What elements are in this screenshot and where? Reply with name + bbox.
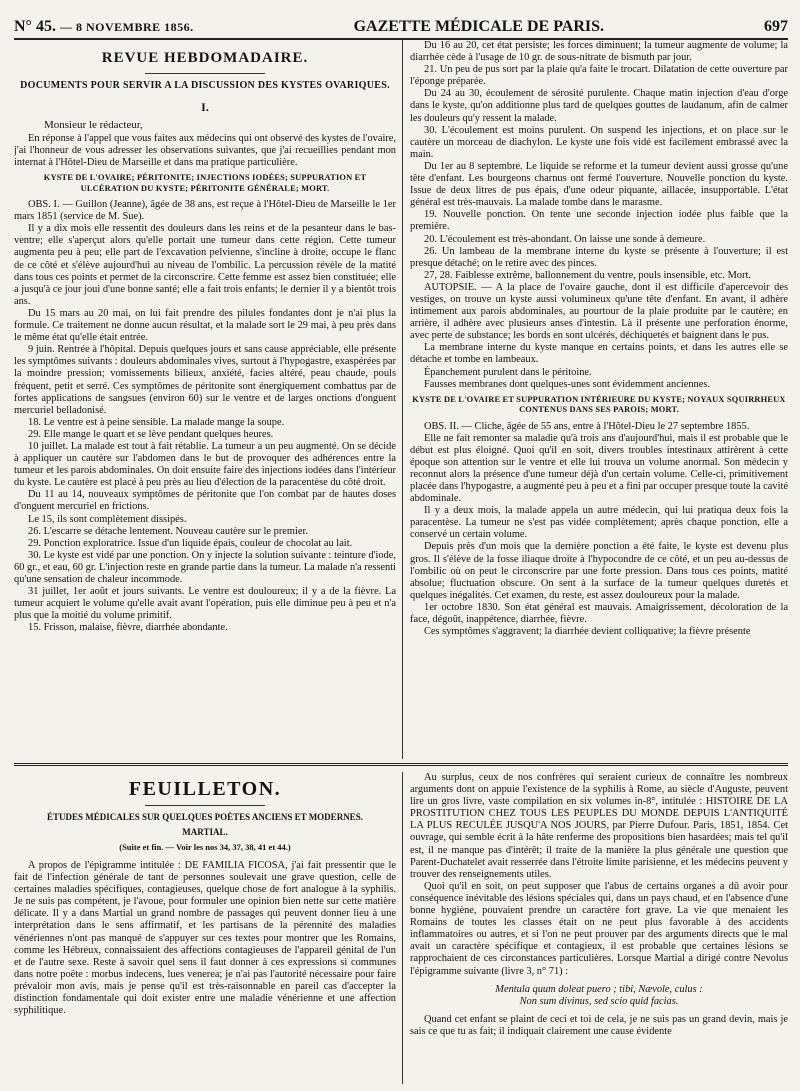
paragraph: 29. Ponction exploratrice. Issue d'un liquide épais, couleur de chocolat au lait. — [28, 537, 353, 549]
feuilleton-left-column — [14, 772, 396, 1084]
revue-section — [14, 40, 788, 759]
revue-title: REVUE HEBDOMADAIRE. — [101, 50, 309, 66]
feuilleton-section-name: MARTIAL. — [182, 827, 228, 837]
feuilleton-separator — [14, 763, 788, 766]
feuilleton-column-rule — [402, 772, 403, 1084]
case2-text — [410, 421, 788, 639]
paragraph: Du 24 au 30, écoulement de sérosité purulente. Chaque matin injection d'eau d'orge dans le kyste, qu'on additionne plus tard de quelques gouttes de laudanum, afin de calmer les douleurs qu'y ressent la malade. — [410, 88, 788, 124]
salutation: Monsieur le rédacteur, — [44, 119, 143, 131]
paragraph: Du 15 mars au 20 mai, on lui fait prendre des pilules fondantes dont je n'ai plus la formule. Ce traitement ne donne aucun résultat, et la malade sort le 29 mai, à peu près dans le même état qu'elle était entrée. — [14, 307, 396, 344]
masthead — [14, 12, 788, 40]
paragraph: 26. Un lambeau de la membrane interne du kyste se présente à l'ouverture; il est presque détaché; on le retire avec des pinces. — [410, 245, 788, 269]
feuilleton-continuation: (Suite et fin. — Voir les nos 34, 37, 38, 41 et 44.) — [119, 842, 291, 852]
roman-numeral: I. — [201, 100, 209, 114]
paragraph: 27, 28. Faiblesse extrême, ballonnement du ventre, pouls insensible, etc. Mort. — [424, 269, 751, 281]
revue-right-text — [410, 40, 788, 391]
epigram-verse — [410, 984, 788, 1008]
verse-line: Mentula quum doleat puero ; tibi, Nævole, culus : — [495, 983, 703, 995]
case1-title: KYSTE DE L'OVAIRE; PÉRITONITE; INJECTIONS IODÉES; SUPPURATION ET ULCÉRATION DU KYSTE; PÉRITONITE GÉNÉRALE; MORT. — [43, 173, 367, 193]
feuilleton-section — [14, 772, 788, 1084]
paragraph: 19. Nouvelle ponction. On tente une seconde injection iodée plus faible que la première. — [410, 209, 788, 233]
feuilleton-right-text — [410, 772, 788, 978]
feuilleton-left-text — [14, 860, 396, 1017]
paragraph: 26. L'escarre se détache lentement. Nouveau cautère sur le premier. — [28, 525, 308, 537]
paragraph: Fausses membranes dont quelques-unes sont évidemment anciennes. — [424, 378, 710, 390]
paragraph: AUTOPSIE. — A la place de l'ovaire gauche, dont il est difficile d'apercevoir des vestiges, on trouve un kyste aussi volumineux qu'une tête d'enfant. En avant, il adhère intimement aux parois abdominales, au pourtour de la plaie produite par le cautère; en arrière, il adhère avec plusieurs anses d'intestin. Là il présente une perforation énorme, avec perte de substance; les bords en sont ulcérés, déchiquetés et baignent dans le pus. — [410, 281, 788, 342]
paragraph: 9 juin. Rentrée à l'hôpital. Depuis quelques jours et sans cause appréciable, elle présente les symptômes suivants : douleurs abdominales vives, surtout à l'hypogastre, exaspérées par la moindre pression; vomissements bilieux, anxiété, facies altéré, peau chaude, pouls fréquent, petit et serré. Ces symptômes de péritonite sont énergiquement combattus par de fortes applications de sangsues (environ 60) sur le ventre et de larges onctions d'onguent mercuriel belladonisé. — [14, 344, 396, 416]
closing-paragraph: Quand cet enfant se plaint de ceci et toi de cela, je ne suis pas un grand devin, mais je sais ce que tu as fait; il indiquait clairement une cause évidente — [410, 1013, 788, 1037]
page-number: 697 — [763, 18, 788, 35]
intro-paragraph: En réponse à l'appel que vous faites aux médecins qui ont observé des kystes de l'ovaire, j'ai l'honneur de vous adresser les observations suivantes, que j'ai recueillies pendant mon internat à l'Hôtel-Dieu de Marseille et dans ma pratique particulière. — [14, 133, 396, 169]
revue-right-column — [410, 40, 788, 759]
paragraph: Il y a dix mois elle ressentit des douleurs dans les reins et de la pesanteur dans le bas-ventre; elle s'aperçut alors qu'elle portait une tumeur dans cette région. Cette tumeur augmenta peu à peu; elle part de l'excavation pelvienne, s'incline à droite, occupe le flanc de ce côté et s'élève aujourd'hui au niveau de l'ombilic. La percussion révèle de la matité dans tous ces points et permet de la circonscrire. Cette femme est assez bien constituée; elle a jusqu'à ce jour joui d'une bonne santé; elle a fait trois enfants; le dernier il y a bientôt trois ans. — [14, 223, 396, 307]
paragraph: Du 16 au 20, cet état persiste; les forces diminuent; la tumeur augmente de volume; la diarrhée cède à l'usage de 10 gr. de sous-nitrate de bismuth par jour. — [410, 40, 788, 64]
paragraph: OBS. II. — Cliche, âgée de 55 ans, entre à l'Hôtel-Dieu le 27 septembre 1855. — [424, 420, 750, 432]
paragraph: 10 juillet. La malade est tout à fait rétablie. La tumeur a un peu augmenté. On se décide à appliquer un cautère sur l'abdomen dans le but de provoquer des adhérences entre la tumeur et les parois abdominales. On doit ensuite faire des injections iodées dans l'intérieur du kyste. Le cautère est placé à peu près au lieu d'élection de la paracentèse du côté droit. — [14, 440, 396, 489]
paragraph: 15. Frisson, malaise, fièvre, diarrhée abondante. — [28, 622, 228, 634]
paragraph: Du 11 au 14, nouveaux symptômes de péritonite que l'on combat par de hautes doses d'onguent mercuriel en frictions. — [14, 489, 396, 513]
paragraph: Au surplus, ceux de nos confrères qui seraient curieux de connaître les nombreux arguments dont on appuie l'existence de la syphilis à Rome, au siècle d'Auguste, peuvent lire un gros livre, vaste compilation en six volumes in-8°, intitulée : HISTOIRE DE LA PROSTITUTION CHEZ TOUS LES PEUPLES DU MONDE DEPUIS L'ANTIQUITÉ LA PLUS RECULÉE JUSQU'A NOS JOURS, par Pierre Dufour. Paris, 1851, 1854. Cet ouvrage, qui semble écrit à la hâte renferme des propositions bien hasardées; mais tel qu'il est, il ne manque pas d'intérêt; il traite de la manière la plus générale une question que Parent-Duchatelet avait resserrée dans l'étroite limite parisienne, et les médecins peuvent y trouver des renseignements utiles. — [410, 772, 788, 880]
paragraph: Il y a deux mois, la malade appela un autre médecin, qui lui pratiqua deux fois la paracentèse. La tumeur ne s'est pas vidée complètement; après chaque ponction, elle a conservé un certain volume. — [410, 505, 788, 541]
paragraph: 20. L'écoulement est très-abondant. On laisse une sonde à demeure. — [424, 233, 706, 245]
paragraph: Le 15, ils sont complètement dissipés. — [28, 513, 187, 525]
verse-line: Non sum divinus, sed scio quid facias. — [519, 995, 679, 1007]
paragraph: Quoi qu'il en soit, on peut supposer que l'abus de certains organes a dû avoir pour conséquence inévitable des lésions spéciales qui, dans un pays chaud, et en l'absence d'une bonne hygiène, pouvaient prendre un caractère fort grave. La vie que menaient les Romains de toutes les classes était on ne peut plus favorable à des accidents inflammatoires ou autres, et si l'on ne peut prouver par des arguments directs que le mal avait un caractère spécifique et contagieux, il est probable que certaines lésions se rapprochaient de ces circonstances particulières. Lorsque Martial a dirigé contre Nevolus l'épigramme suivante (livre 3, n° 71) : — [410, 880, 788, 977]
paragraph: Épanchement purulent dans le péritoine. — [424, 366, 592, 378]
title-rule — [145, 73, 265, 74]
journal-title: GAZETTE MÉDICALE DE PARIS. — [353, 18, 605, 35]
paragraph: 30. Le kyste est vidé par une ponction. On y injecte la solution suivante : teinture d'iode, 60 gr., et eau, 60 gr. L'injection reste en grande partie dans la tumeur. La malade n'a ressenti qu'une sensation de chaleur incommode. — [14, 549, 396, 585]
revue-left-column — [14, 40, 396, 759]
case2-title: KYSTE DE L'OVAIRE ET SUPPURATION INTÉRIEURE DU KYSTE; NOYAUX SQUIRRHEUX CONTENUS DANS SES PAROIS; MORT. — [412, 394, 786, 415]
issue-date: — 8 NOVEMBRE 1856. — [59, 20, 194, 34]
column-rule — [402, 40, 403, 759]
paragraph: Elle ne fait remonter sa maladie qu'à trois ans d'aujourd'hui, mais il est probable que le début est plus éloigné. Quoi qu'il en soit, divers troubles intestinaux attirèrent à cette époque son attention sur le ventre et elle lui trouva un volume anormal. Son médecin y reconnut alors la présence d'une tumeur déjà d'un certain volume. Celle-ci, primitivement placée dans l'hypogastre, a augmenté peu à peu et a fini par occuper presque toute la cavité abdominale. — [410, 432, 788, 505]
paragraph: 31 juillet, 1er août et jours suivants. Le ventre est douloureux; il y a de la fièvre. La tumeur acquiert le volume qu'elle avait avant l'opération, puis elle diminue peu à peu et n'a plus que la moitié du volume primitif. — [14, 586, 396, 622]
paragraph: OBS. I. — Guillon (Jeanne), âgée de 38 ans, est reçue à l'Hôtel-Dieu de Marseille le 1er mars 1851 (service de M. Sue). — [14, 199, 396, 223]
revue-left-text — [14, 199, 396, 634]
feuilleton-right-column — [410, 772, 788, 1084]
feuilleton-title: FEUILLETON. — [128, 778, 282, 800]
paragraph: Depuis près d'un mois que la dernière ponction a été faite, le kyste est devenu plus gros. Il s'élève de la fosse iliaque droite à l'hypocondre de ce côté, et un peu au-dessus de l'ombilic où on peut le circonscrire par une forte pression. Dans tous ces points, matité absolue; fluctuation obscure. On sent à la surface de la tumeur quelques duretés et quelques inégalités. Cet examen, du reste, est assez douloureux pour la malade. — [410, 541, 788, 601]
paragraph: 1er octobre 1830. Son état général est mauvais. Amaigrissement, décoloration de la face, dégoût, inappétence, diarrhée, fièvre. — [410, 601, 788, 626]
feuilleton-rule — [145, 805, 265, 806]
paragraph: 30. L'écoulement est moins purulent. On suspend les injections, et on place sur le cautère un morceau de diachylon. Le kyste une fois vidé est facilement embrassé avec la main. — [410, 124, 788, 160]
paragraph: Du 1er au 8 septembre. Le liquide se reforme et la tumeur devient aussi grosse qu'une tête d'enfant. Les bourgeons charnus ont fermé l'ouverture. Nouvelle ponction du kyste. Issue de deux litres de pus épais, d'une odeur piquante, aillacée, insupportable. L'état général est très-mauvais. La malade tombe dans le marasme. — [410, 160, 788, 209]
paragraph: Ces symptômes s'aggravent; la diarrhée devient colliquative; la fièvre présente — [424, 626, 751, 638]
revue-subtitle: DOCUMENTS POUR SERVIR A LA DISCUSSION DES KYSTES OVARIQUES. — [20, 80, 390, 91]
paragraph: 18. Le ventre est à peine sensible. La malade mange la soupe. — [28, 416, 285, 428]
paragraph: 29. Elle mange le quart et se lève pendant quelques heures. — [28, 428, 274, 440]
paragraph: La membrane interne du kyste manque en certains points, et dans les autres elle se détache et tombe en lambeaux. — [410, 342, 788, 366]
issue-info — [14, 18, 194, 36]
issue-number: N° 45. — [14, 18, 56, 35]
paragraph: A propos de l'épigramme intitulée : DE FAMILIA FICOSA, j'ai fait pressentir que le fait de l'infection générale de tant de personnes soulevait une grave question, celle de certaines maladies spécifiques, contagieuses, quelque chose de fort analogue à la syphilis. Je ne suis pas compétent, je l'avoue, pour formuler une opinion bien nette sur cette matière délicate. Il y a dans Martial un grand nombre de passages qui peuvent donner lieu à une interprétation dans le sens affirmatif, et les partisans de la pérennité des maladies vénériennes n'ont pas manqué de s'appuyer sur ces textes pour montrer que les Romains, comme les Hébreux, connaissaient des affections contagieuses de l'appareil génital de l'un et de l'autre sexe. Reste à savoir quel sens il faut donner à ces expressions si communes dans notre poëte : morbus indecens, lues venerea; je n'ai pas l'autorité nécessaire pour faire prévaloir mon avis, mais je pense qu'il est très-raisonnable en pareil cas d'accepter la distinction fondamentale qui doit exister entre une maladie vénérienne et une affection syphilitique. — [14, 860, 396, 1017]
feuilleton-subtitle: ÉTUDES MÉDICALES SUR QUELQUES POÈTES ANCIENS ET MODERNES. — [47, 812, 363, 822]
paragraph: 21. Un peu de pus sort par la plaie qu'a faite le trocart. Dilatation de cette ouverture par l'éponge préparée. — [410, 64, 788, 88]
